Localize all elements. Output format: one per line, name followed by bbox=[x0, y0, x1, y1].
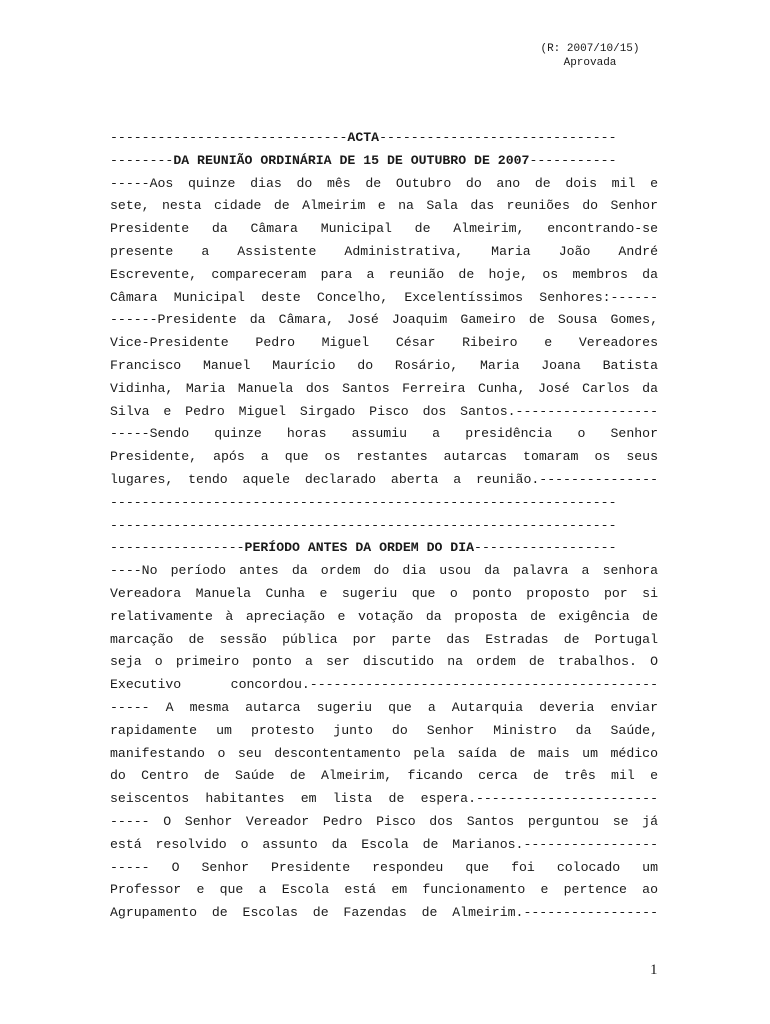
line-text: ------Presidente da Câmara, José Joaquim Gameiro de Sousa Gomes, bbox=[110, 312, 658, 328]
text-line bbox=[110, 788, 658, 811]
text-line bbox=[110, 469, 658, 492]
line-text: Agrupamento de Escolas de Fazendas de Almeirim.----------------- bbox=[110, 905, 658, 921]
line-text: ------------------------------ bbox=[110, 130, 348, 145]
line-text: ----No período antes da ordem do dia usou da palavra a senhora bbox=[110, 563, 658, 579]
line-text: Professor e que a Escola está em funcionamento e pertence ao bbox=[110, 882, 658, 898]
document-reference-note bbox=[520, 42, 660, 70]
text-line bbox=[110, 606, 658, 629]
line-text: sete, nesta cidade de Almeirim e na Sala das reuniões do Senhor bbox=[110, 198, 658, 214]
reference-code: (R: 2007/10/15) bbox=[540, 43, 640, 55]
line-text: seiscentos habitantes em lista de espera.----------------------- bbox=[110, 791, 658, 807]
text-line bbox=[110, 720, 658, 743]
text-line bbox=[110, 515, 658, 538]
line-text: Escrevente, compareceram para a reunião de hoje, os membros da bbox=[110, 266, 658, 282]
line-text: Silva e Pedro Miguel Sirgado Pisco dos Santos.------------------ bbox=[110, 403, 658, 419]
line-text: Francisco Manuel Maurício do Rosário, Maria Joana Batista bbox=[110, 357, 658, 373]
text-line bbox=[110, 355, 658, 378]
line-text: ---------------------------------------------------------------- bbox=[110, 494, 617, 510]
line-text: Presidente, após a que os restantes autarcas tomaram os seus bbox=[110, 449, 658, 465]
line-text: Presidente da Câmara Municipal de Almeirim, encontrando-se bbox=[110, 221, 658, 237]
text-line bbox=[110, 697, 658, 720]
line-text: -----Aos quinze dias do mês de Outubro do ano de dois mil e bbox=[110, 175, 658, 191]
text-line bbox=[110, 264, 658, 287]
text-line bbox=[110, 902, 658, 925]
text-line bbox=[110, 423, 658, 446]
text-line bbox=[110, 401, 658, 424]
line-text: ----------------- bbox=[110, 540, 245, 556]
text-line bbox=[110, 218, 658, 241]
line-text: ----- O Senhor Vereador Pedro Pisco dos Santos perguntou se já bbox=[110, 813, 658, 829]
line-text: ----- O Senhor Presidente respondeu que foi colocado um bbox=[110, 859, 658, 875]
text-line bbox=[110, 811, 658, 834]
text-line bbox=[110, 173, 658, 196]
section-heading: ACTA bbox=[347, 130, 380, 145]
line-text: rapidamente um protesto junto do Senhor Ministro da Saúde, bbox=[110, 722, 658, 738]
line-text: seja o primeiro ponto a ser discutido na ordem de trabalhos. O bbox=[110, 654, 658, 670]
text-line bbox=[110, 378, 658, 401]
line-text: Vereadora Manuela Cunha e sugeriu que o ponto proposto por si bbox=[110, 585, 658, 601]
text-line bbox=[110, 879, 658, 902]
text-line bbox=[110, 743, 658, 766]
text-line bbox=[110, 287, 658, 310]
line-text: Executivo concordou.-------------------------------------------- bbox=[110, 677, 658, 693]
line-filler: ------------------------------ bbox=[379, 130, 617, 145]
line-filler: ------------------ bbox=[474, 540, 617, 556]
line-text: está resolvido o assunto da Escola de Marianos.----------------- bbox=[110, 836, 658, 852]
line-text: lugares, tendo aquele declarado aberta a reunião.--------------- bbox=[110, 471, 658, 487]
line-text: ----- A mesma autarca sugeriu que a Autarquia deveria enviar bbox=[110, 699, 658, 715]
approval-status: Aprovada bbox=[563, 57, 617, 69]
minutes-body bbox=[110, 127, 658, 925]
line-text: presente a Assistente Administrativa, Maria João André bbox=[110, 243, 658, 259]
line-text: -------- bbox=[110, 152, 174, 168]
line-text: marcação de sessão pública por parte das Estradas de Portugal bbox=[110, 631, 658, 647]
text-line bbox=[110, 309, 658, 332]
text-line bbox=[110, 127, 658, 150]
text-line bbox=[110, 857, 658, 880]
text-line bbox=[110, 241, 658, 264]
text-line bbox=[110, 492, 658, 515]
text-line bbox=[110, 629, 658, 652]
text-line bbox=[110, 674, 658, 697]
section-heading: PERÍODO ANTES DA ORDEM DO DIA bbox=[244, 540, 475, 556]
line-text: -----Sendo quinze horas assumiu a presidência o Senhor bbox=[110, 426, 658, 442]
text-line bbox=[110, 765, 658, 788]
text-line bbox=[110, 651, 658, 674]
text-line bbox=[110, 560, 658, 583]
line-filler: ----------- bbox=[529, 152, 617, 168]
line-text: relativamente à apreciação e votação da proposta de exigência de bbox=[110, 608, 658, 624]
text-line bbox=[110, 446, 658, 469]
page-number: 1 bbox=[650, 962, 658, 978]
text-line bbox=[110, 583, 658, 606]
line-text: do Centro de Saúde de Almeirim, ficando cerca de três mil e bbox=[110, 768, 658, 784]
text-line bbox=[110, 150, 658, 173]
line-text: ---------------------------------------------------------------- bbox=[110, 517, 617, 533]
text-line bbox=[110, 332, 658, 355]
line-text: Vice-Presidente Pedro Miguel César Ribeiro e Vereadores bbox=[110, 335, 658, 351]
section-heading: DA REUNIÃO ORDINÁRIA DE 15 DE OUTUBRO DE 2007 bbox=[173, 152, 530, 168]
text-line bbox=[110, 195, 658, 218]
line-text: Vidinha, Maria Manuela dos Santos Ferreira Cunha, José Carlos da bbox=[110, 380, 658, 396]
line-text: manifestando o seu descontentamento pela saída de mais um médico bbox=[110, 745, 658, 761]
line-text: Câmara Municipal deste Concelho, Excelentíssimos Senhores:------ bbox=[110, 289, 658, 305]
text-line bbox=[110, 537, 658, 560]
text-line bbox=[110, 834, 658, 857]
